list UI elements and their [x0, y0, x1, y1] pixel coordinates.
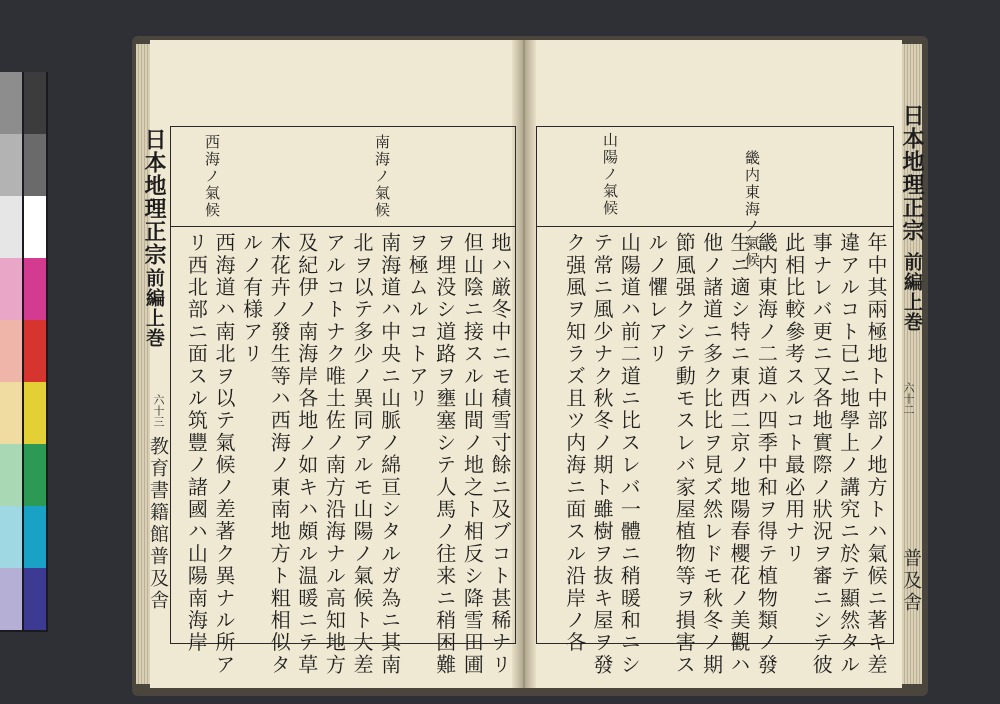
text-column: ヲ極ムルコトアリ: [405, 232, 430, 410]
text-column: リ西北部ニ面スル筑豐ノ諸國ハ山陽南海岸: [184, 232, 209, 654]
text-column: アルコトナク唯土佐ノ南方沿海ナル高知地方: [322, 232, 347, 676]
text-column: 木花卉ノ發生等ハ西海ノ東南地方ト粗相似タ: [267, 232, 292, 676]
calibration-swatch: [24, 444, 46, 506]
calibration-swatch: [24, 72, 46, 134]
calibration-swatch: [0, 568, 22, 630]
left-volume-label: 前編上巻: [143, 268, 165, 348]
left-heading-rule: [170, 226, 516, 227]
text-column: 事ナレバ更ニ又各地實際ノ狀況ヲ審ニシテ彼: [809, 232, 834, 676]
text-column: 違アルコト已ニ地學上ノ講究ニ於テ顯然タル: [836, 232, 861, 676]
calibration-swatch: [0, 258, 22, 320]
text-column: 南海道ハ中央ニ山脈ノ綿亘シタルガ為ニ其南: [377, 232, 402, 676]
right-folio: 六十二: [902, 382, 915, 415]
text-column: 畿内東海ノ二道ハ四季中和ヲ得テ植物類ノ發: [754, 232, 779, 676]
calibration-swatch: [24, 382, 46, 444]
text-column: 但山陰ニ接スル山間ノ地之ト相反シ降雪田圃: [460, 232, 485, 676]
text-column: 生ニ適シ特ニ東西二京ノ地陽春櫻花ノ美觀ハ: [727, 232, 751, 676]
right-volume-label: 前編上巻: [901, 252, 923, 332]
calibration-swatch: [0, 196, 22, 258]
text-column: ルノ懼レアリ: [644, 232, 669, 366]
left-running-title: 日本地理正宗: [141, 128, 167, 266]
heading-saikai-climate: 西海ノ氣候: [203, 134, 221, 219]
text-column: 節風强クシテ動モスレバ家屋植物等ヲ損害ス: [672, 232, 697, 676]
right-heading-rule: [536, 226, 894, 227]
text-column: 此相比較參考スルコト最必用ナリ: [781, 232, 806, 565]
calibration-swatch: [0, 72, 22, 134]
heading-sanyo-climate: 山陽ノ氣候: [601, 132, 619, 217]
calibration-swatch: [0, 506, 22, 568]
heading-nankai-climate: 南海ノ氣候: [373, 134, 391, 219]
text-column: 北ヲ以テ多少ノ異同アルモ山陽ノ氣候ト大差: [350, 232, 374, 676]
left-publisher-imprint: 教育書籍館普及舎: [147, 436, 169, 612]
calibration-swatch: [24, 134, 46, 196]
text-column: ク强風ヲ知ラズ且ツ内海ニ面スル沿岸ノ各: [562, 232, 587, 654]
calibration-swatch: [24, 568, 46, 630]
calibration-swatch: [0, 444, 22, 506]
text-column: 年中其兩極地ト中部ノ地方トハ氣候ニ著キ差: [864, 232, 888, 676]
text-column: 地ハ厳冬中ニモ積雪寸餘ニ及ブコト甚稀ナリ: [488, 232, 512, 676]
calibration-swatch: [24, 258, 46, 320]
heading-kinai-tokai-climate: 畿内東海ノ氣候: [743, 150, 761, 269]
right-publisher-imprint: 普及舎: [900, 548, 922, 614]
calibration-swatch: [0, 320, 22, 382]
calibration-swatch: [0, 134, 22, 196]
text-column: 他ノ諸道ニ多ク比比ヲ見ズ然レドモ秋冬ノ期: [699, 232, 724, 676]
text-column: 山陽道ハ前二道ニ比スレバ一體ニ稍暖和ニシ: [617, 232, 642, 676]
calibration-swatch: [24, 196, 46, 258]
text-column: ルノ有様アリ: [239, 232, 264, 366]
right-running-title: 日本地理正宗: [899, 104, 925, 242]
calibration-swatch: [0, 382, 22, 444]
left-folio: 六十三: [152, 394, 165, 427]
text-column: 及紀伊ノ南海岸各地ノ如キハ頗ル温暖ニテ草: [294, 232, 319, 676]
text-column: ヲ埋没シ道路ヲ壅塞シテ人馬ノ往来ニ稍困難: [432, 232, 457, 676]
text-column: テ常ニ風少ナク秋冬ノ期ト雖樹ヲ抜キ屋ヲ發: [590, 232, 614, 676]
text-column: 西海道ハ南北ヲ以テ氣候ノ差著ク異ナル所ア: [212, 232, 236, 676]
calibration-swatch: [24, 320, 46, 382]
color-calibration-strip: [0, 72, 48, 632]
calibration-swatch: [24, 506, 46, 568]
